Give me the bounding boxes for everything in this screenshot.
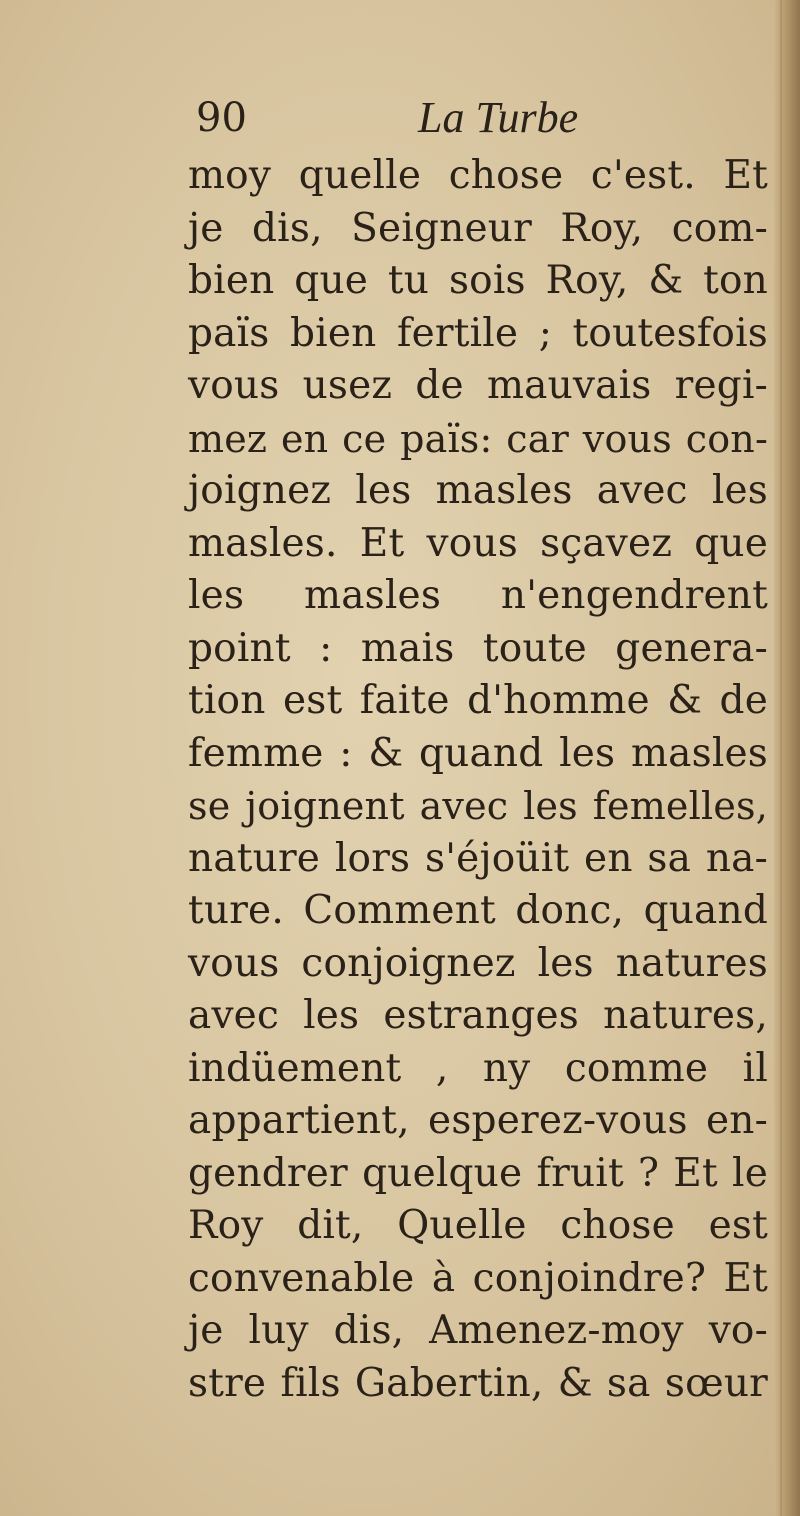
text-line: tion est faite d'homme & de [188, 678, 768, 723]
text-line: se joignent avec les femelles, [188, 784, 768, 828]
text-line: Roy dit, Quelle chose est [188, 1203, 768, 1248]
text-line: vous usez de mauvais regi- [188, 363, 768, 408]
page-number: 90 [196, 95, 247, 141]
text-line: ture. Comment donc, quand [188, 888, 768, 933]
text-line: je dis, Seigneur Roy, com- [188, 205, 768, 251]
text-line: païs bien fertile ; toutesfois [188, 310, 768, 356]
text-line: stre fils Gabertin, & sa sœur [188, 1360, 768, 1406]
text-line: avec les estranges natures, [188, 993, 768, 1038]
page-edge [774, 0, 800, 1516]
text-line: bien que tu sois Roy, & ton [188, 258, 768, 303]
text-line: convenable à conjoindre? Et [188, 1255, 768, 1301]
text-line: les masles n'engendrent [188, 573, 768, 618]
text-line: indüement , ny comme il [188, 1045, 768, 1091]
text-line: joignez les masles avec les [188, 468, 768, 513]
text-line: mez en ce païs: car vous con- [188, 416, 768, 461]
running-title: La Turbe [418, 93, 579, 142]
body-text [188, 150, 768, 1410]
text-line: point : mais toute genera- [188, 625, 768, 671]
text-line: je luy dis, Amenez-moy vo- [188, 1308, 768, 1353]
text-line: moy quelle chose c'est. Et [188, 153, 768, 198]
text-line: masles. Et vous sçavez que [188, 520, 768, 566]
text-line: vous conjoignez les natures [188, 940, 768, 986]
text-line: nature lors s'éjoüit en sa na- [188, 835, 768, 881]
text-line: femme : & quand les masles [188, 730, 768, 776]
page-header [196, 88, 756, 148]
text-line: appartient, esperez-vous en- [188, 1098, 768, 1143]
text-line: gendrer quelque fruit ? Et le [188, 1150, 768, 1196]
